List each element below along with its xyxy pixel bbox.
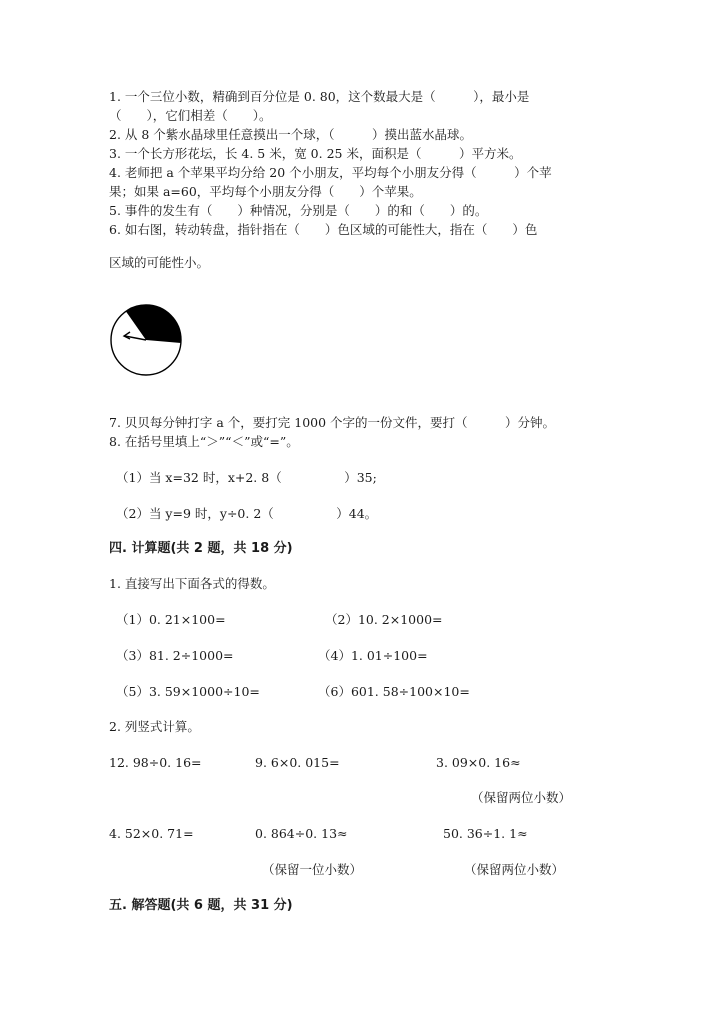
q4-line2: 果；如果 a=60，平均每个小朋友分得（ ）个苹果。 [109, 184, 422, 199]
spinner-wheel [109, 303, 183, 377]
rounding-note-one-decimal: （保留一位小数） [262, 862, 363, 877]
calc-item-2: （2）10. 2×1000= [325, 612, 443, 627]
vertical-item-6: 50. 36÷1. 1≈ [443, 826, 528, 841]
calc-item-5: （5）3. 59×1000÷10= [116, 684, 260, 699]
vertical-item-5: 0. 864÷0. 13≈ [255, 826, 348, 841]
rounding-note-two-decimals-1: （保留两位小数） [471, 790, 572, 805]
q3-text: 3. 一个长方形花坛，长 4. 5 米，宽 0. 25 米，面积是（ ）平方米。 [109, 146, 522, 161]
q8-part-1: （1）当 x=32 时，x+2. 8（ ）35; [116, 470, 377, 485]
calc-q1-text: 1. 直接写出下面各式的得数。 [109, 576, 275, 591]
vertical-item-4: 4. 52×0. 71= [109, 826, 194, 841]
section-4-title: 四. 计算题(共 2 题，共 18 分) [109, 541, 293, 556]
q1-line1: 1. 一个三位小数，精确到百分位是 0. 80，这个数最大是（ ），最小是 [109, 89, 530, 104]
q5-text: 5. 事件的发生有（ ）种情况，分别是（ ）的和（ ）的。 [109, 203, 488, 218]
q2-text: 2. 从 8 个紫水晶球里任意摸出一个球，（ ）摸出蓝水晶球。 [109, 127, 473, 142]
calc-item-3: （3）81. 2÷1000= [116, 648, 234, 663]
q1-line2: （ ），它们相差（ ）。 [109, 108, 272, 123]
vertical-item-3: 3. 09×0. 16≈ [436, 755, 521, 770]
q4-line1: 4. 老师把 a 个苹果平均分给 20 个小朋友，平均每个小朋友分得（ ）个苹 [109, 165, 552, 180]
q8-part-2: （2）当 y=9 时，y÷0. 2（ ）44。 [116, 506, 378, 521]
calc-item-6: （6）601. 58÷100×10= [318, 684, 470, 699]
q6-line1: 6. 如右图，转动转盘，指针指在（ ）色区域的可能性大，指在（ ）色 [109, 222, 538, 237]
rounding-note-two-decimals-2: （保留两位小数） [464, 862, 565, 877]
vertical-item-1: 12. 98÷0. 16= [109, 755, 202, 770]
section-5-title: 五. 解答题(共 6 题，共 31 分) [109, 898, 293, 913]
q6-line2: 区域的可能性小。 [109, 255, 210, 270]
calc-q2-text: 2. 列竖式计算。 [109, 719, 200, 734]
vertical-item-2: 9. 6×0. 015= [255, 755, 340, 770]
calc-item-1: （1）0. 21×100= [116, 612, 226, 627]
calc-item-4: （4）1. 01÷100= [318, 648, 428, 663]
q7-text: 7. 贝贝每分钟打字 a 个，要打完 1000 个字的一份文件，要打（ ）分钟。 [109, 415, 556, 430]
q8-text: 8. 在括号里填上“＞”“＜”或“=”。 [109, 434, 299, 449]
